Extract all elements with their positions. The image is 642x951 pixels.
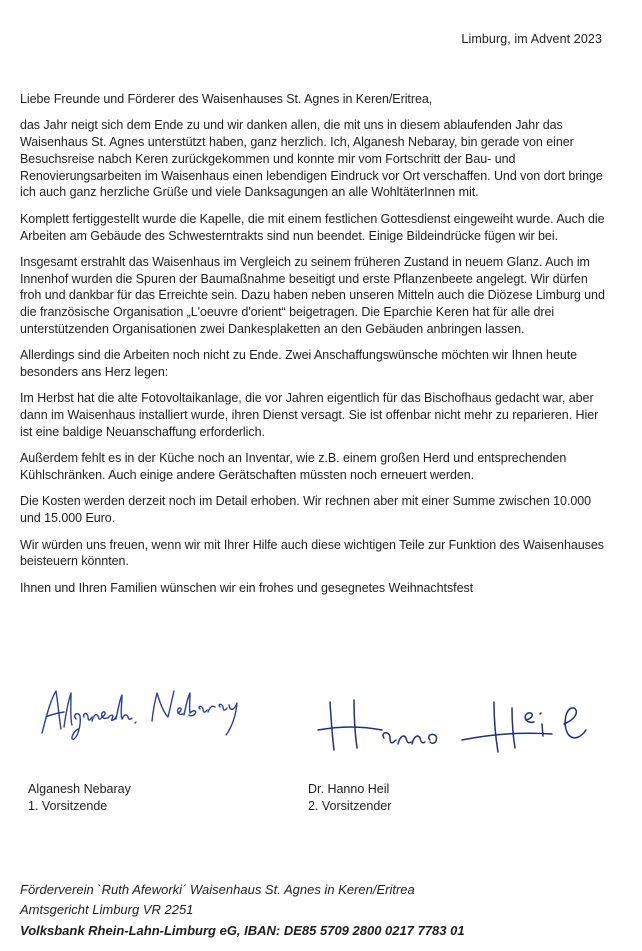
paragraph: Im Herbst hat die alte Fotovoltaikanlage, die vor Jahren eigentlich für das Bischofhaus gedacht war, aber dann im Waisenhaus installiert wurde, ihren Dienst versagt. Sie ist offenbar nicht mehr zu reparieren. Hier ist eine baldige Neuanschaffung erforderlich. bbox=[20, 391, 599, 440]
paragraph: Komplett fertiggestellt wurde die Kapelle, die mit einem festlichen Gottesdienst eingeweiht wurde. Auch die Arbeiten am Gebäude des Schwesterntrakts sind nun beendet. Einige Bildeindrücke fügen wir bei. bbox=[20, 211, 605, 243]
paragraph: Insgesamt erstrahlt das Waisenhaus im Vergleich zu seinem früheren Zustand in neuem Glanz. Auch im Innenhof wurden die Spuren der Baumaßnahme beseitigt und erste Pflanzenbeete angelegt. Wir dürfen froh und dankbar für das Erreichte sein. Dazu haben neben unseren Mitteln auch die Diözese Limburg und die französische Organisation „L'oeuvre d'orient“ beigetragen. Die Eparchie Keren hat für alle drei unterstützenden Organisationen zwei Dankesplaketten an den Gebäuden anbringen lassen. bbox=[20, 254, 605, 337]
signature-hanno-heil bbox=[312, 690, 602, 765]
paragraph: Die Kosten werden derzeit noch im Detail erhoben. Wir rechnen aber mit einer Summe zwischen 10.000 und 15.000 Euro. bbox=[20, 494, 592, 526]
signer-role: 1. Vorsitzende bbox=[28, 798, 108, 813]
letter-body bbox=[20, 91, 610, 606]
signer-name: Alganesh Nebaray bbox=[28, 782, 131, 796]
footer-bank: Volksbank Rhein-Lahn-Limburg eG, IBAN: DE85 5709 2800 0217 7783 01 bbox=[20, 922, 465, 938]
signer-role: 2. Vorsitzender bbox=[308, 798, 392, 813]
paragraph: Wir würden uns freuen, wenn wir mit Ihrer Hilfe auch diese wichtigen Teile zur Funktion des Waisenhauses beisteuern könnten. bbox=[20, 537, 604, 569]
signature-alganesh-nebaray bbox=[32, 683, 282, 743]
signer-name: Dr. Hanno Heil bbox=[308, 782, 390, 796]
signer-1 bbox=[28, 781, 131, 814]
paragraph: Außerdem fehlt es in der Küche noch an Inventar, wie z.B. einem großen Herd und entsprechenden Kühlschränken. Auch einige andere Gerätschaften müssten noch erneuert werden. bbox=[20, 451, 567, 483]
paragraph: das Jahr neigt sich dem Ende zu und wir danken allen, die mit uns in diesem ablaufenden Jahr das Waisenhaus St. Agnes unterstützt haben, ganz herzlich. Ich, Alganesh Nebaray, bin gerade von einer Besuchsreise nabch Keren zurückgekommen und konnte mir vom Fortschritt der Bau- und Renovierungsarbeiten im Waisenhaus einen lebendigen Eindruck vor Ort verschaffen. Und von dort bringe ich auch ganz herzliche Grüße und viele Danksagungen an alle WohltäterInnen mit. bbox=[20, 118, 603, 200]
date-line: Limburg, im Advent 2023 bbox=[461, 32, 602, 46]
salutation: Liebe Freunde und Förderer des Waisenhauses St. Agnes in Keren/Eritrea, bbox=[20, 92, 433, 106]
signer-2 bbox=[308, 781, 391, 814]
footer-association: Förderverein `Ruth Afeworki´ Waisenhaus St. Agnes in Keren/Eritrea bbox=[20, 882, 415, 897]
paragraph: Allerdings sind die Arbeiten noch nicht zu Ende. Zwei Anschaffungswünsche möchten wir Ihnen heute besonders ans Herz legen: bbox=[20, 348, 578, 380]
footer bbox=[20, 880, 465, 941]
footer-register: Amtsgericht Limburg VR 2251 bbox=[20, 902, 194, 918]
closing: Ihnen und Ihren Familien wünschen wir ein frohes und gesegnetes Weihnachtsfest bbox=[20, 580, 474, 595]
